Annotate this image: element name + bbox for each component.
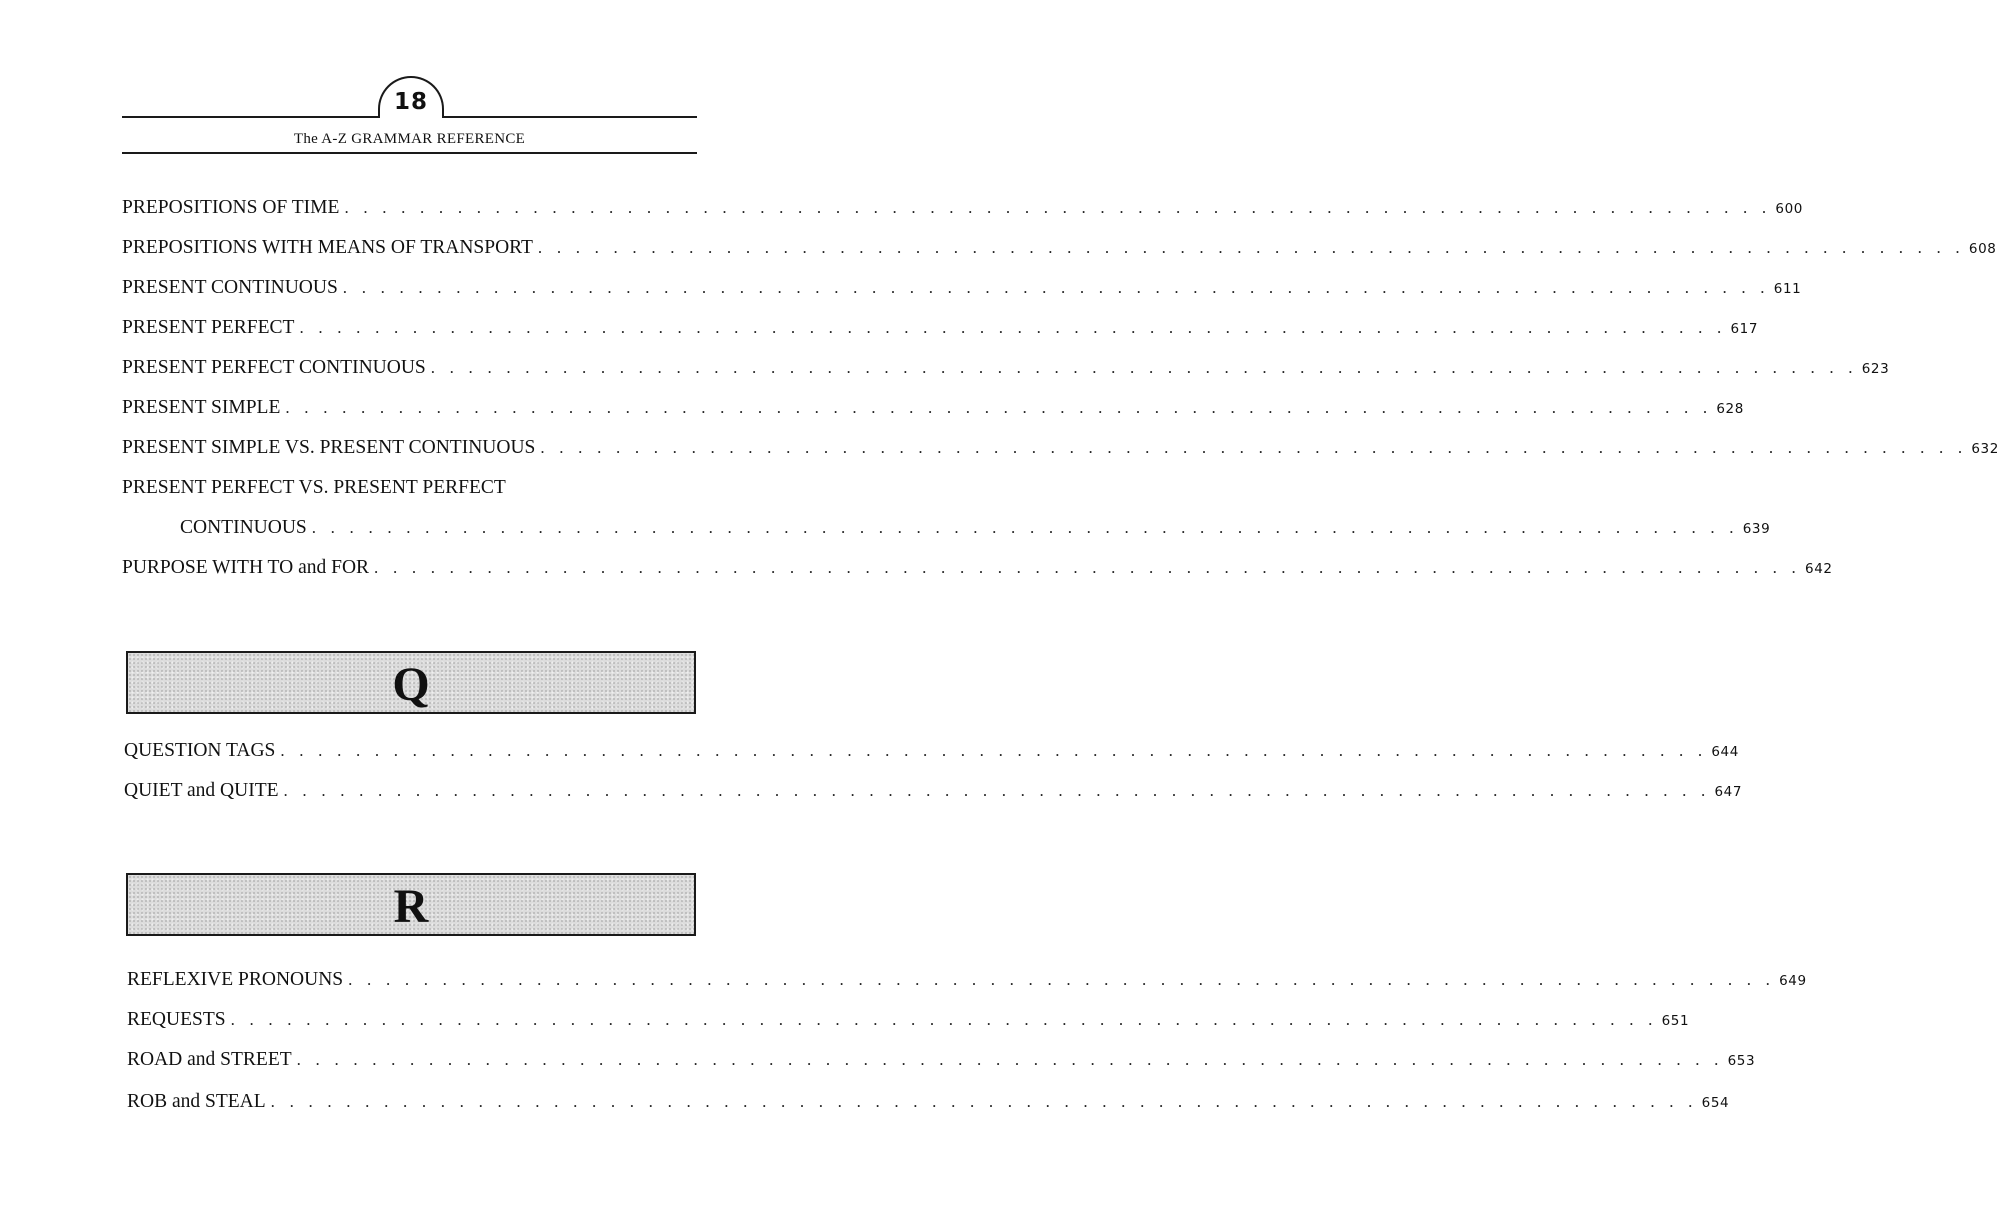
entry-page-number: 611 [1773,281,1802,297]
leader-dots: . . . . . . . . . . . . . . . . . . . . . . . . . . . . . . . . . . . . . . . . . . . . . . . . . . . . . . . . . . . . . . . . . . . . . . . . . . . . [537,238,1965,257]
leader-dots: . . . . . . . . . . . . . . . . . . . . . . . . . . . . . . . . . . . . . . . . . . . . . . . . . . . . . . . . . . . . . . . . . . . . . . . . . . . . [540,438,1968,457]
entry-page-number: 632 [1971,441,1999,457]
leader-dots: . . . . . . . . . . . . . . . . . . . . . . . . . . . . . . . . . . . . . . . . . . . . . . . . . . . . . . . . . . . . . . . . . . . . . . . . . . . . [283,781,1711,800]
index-entry [122,553,1833,583]
leader-dots: . . . . . . . . . . . . . . . . . . . . . . . . . . . . . . . . . . . . . . . . . . . . . . . . . . . . . . . . . . . . . . . . . . . . . . . . . . . . [344,198,1772,217]
index-entry [124,736,1739,766]
leader-dots: . . . . . . . . . . . . . . . . . . . . . . . . . . . . . . . . . . . . . . . . . . . . . . . . . . . . . . . . . . . . . . . . . . . . . . . . . . . . [342,278,1770,297]
entry-title-line-1: PRESENT PERFECT VS. PRESENT PERFECT [122,477,506,498]
leader-dots: . . . . . . . . . . . . . . . . . . . . . . . . . . . . . . . . . . . . . . . . . . . . . . . . . . . . . . . . . . . . . . . . . . . . . . . . . . . . [348,970,1776,989]
leader-dots: . . . . . . . . . . . . . . . . . . . . . . . . . . . . . . . . . . . . . . . . . . . . . . . . . . . . . . . . . . . . . . . . . . . . . . . . . . . . [374,558,1801,577]
leader-dots: . . . . . . . . . . . . . . . . . . . . . . . . . . . . . . . . . . . . . . . . . . . . . . . . . . . . . . . . . . . . . . . . . . . . . . . . . . . . [280,741,1708,760]
entry-page-number: 642 [1805,561,1833,577]
section-banner-r [126,873,696,936]
entry-title: ROB and STEAL [127,1091,266,1112]
entry-title: QUIET and QUITE [124,780,279,801]
leader-dots: . . . . . . . . . . . . . . . . . . . . . . . . . . . . . . . . . . . . . . . . . . . . . . . . . . . . . . . . . . . . . . . . . . . . . . . . . . . . [230,1010,1658,1029]
page-number-tab [378,76,444,118]
index-entry [122,273,1802,303]
entry-title: PRESENT SIMPLE VS. PRESENT CONTINUOUS [122,437,536,458]
entry-title: PREPOSITIONS OF TIME [122,197,340,218]
index-entry [180,513,1771,543]
page-number: 18 [393,89,428,115]
entry-title: PRESENT PERFECT [122,317,295,338]
entry-page-number: 653 [1727,1053,1756,1069]
entry-title-line-2: CONTINUOUS [180,517,307,538]
entry-page-number: 651 [1661,1013,1690,1029]
section-letter: R [393,880,429,933]
index-entry [122,393,1744,423]
leader-dots: . . . . . . . . . . . . . . . . . . . . . . . . . . . . . . . . . . . . . . . . . . . . . . . . . . . . . . . . . . . . . . . . . . . . . . . . . . . . [299,318,1727,337]
leader-dots: . . . . . . . . . . . . . . . . . . . . . . . . . . . . . . . . . . . . . . . . . . . . . . . . . . . . . . . . . . . . . . . . . . . . . . . . . . . . [270,1092,1698,1111]
entry-page-number: 600 [1775,201,1803,217]
index-entry [122,313,1759,343]
index-entry [122,433,1999,463]
leader-dots: . . . . . . . . . . . . . . . . . . . . . . . . . . . . . . . . . . . . . . . . . . . . . . . . . . . . . . . . . . . . . . . . . . . . . . . . . . . . [285,398,1713,417]
entry-page-number: 654 [1701,1095,1730,1111]
entry-title: ROAD and STREET [127,1049,292,1070]
entry-title: PREPOSITIONS WITH MEANS OF TRANSPORT [122,237,533,258]
entry-page-number: 644 [1711,744,1739,760]
entry-title: QUESTION TAGS [124,740,276,761]
entry-title: REFLEXIVE PRONOUNS [127,969,344,990]
leader-dots: . . . . . . . . . . . . . . . . . . . . . . . . . . . . . . . . . . . . . . . . . . . . . . . . . . . . . . . . . . . . . . . . . . . . . . . . . . . . [430,358,1858,377]
entry-title: PRESENT PERFECT CONTINUOUS [122,357,426,378]
index-entry [127,1087,1730,1117]
entry-page-number: 647 [1714,784,1743,800]
index-entry [127,965,1807,995]
leader-dots: . . . . . . . . . . . . . . . . . . . . . . . . . . . . . . . . . . . . . . . . . . . . . . . . . . . . . . . . . . . . . . . . . . . . . . . . . . . . [311,518,1739,537]
index-entry [127,1045,1756,1075]
entry-page-number: 617 [1730,321,1759,337]
entry-title: REQUESTS [127,1009,226,1030]
index-entry [122,353,1890,383]
entry-page-number: 628 [1716,401,1744,417]
running-title: The A-Z GRAMMAR REFERENCE [293,131,526,147]
section-letter: Q [392,658,430,711]
header-rule-bottom [122,152,697,154]
section-banner-q [126,651,696,714]
entry-title: PURPOSE WITH TO and FOR [122,557,370,578]
index-entry [124,776,1743,806]
entry-title: PRESENT SIMPLE [122,397,281,418]
leader-dots: . . . . . . . . . . . . . . . . . . . . . . . . . . . . . . . . . . . . . . . . . . . . . . . . . . . . . . . . . . . . . . . . . . . . . . . . . . . . [296,1050,1724,1069]
entry-title: PRESENT CONTINUOUS [122,277,338,298]
entry-page-number: 608 [1968,241,1997,257]
index-entry [122,233,1997,263]
entry-page-number: 649 [1779,973,1807,989]
entry-page-number: 623 [1861,361,1890,377]
entry-page-number: 639 [1742,521,1771,537]
index-entry [127,1005,1690,1035]
index-entry [122,193,1803,223]
